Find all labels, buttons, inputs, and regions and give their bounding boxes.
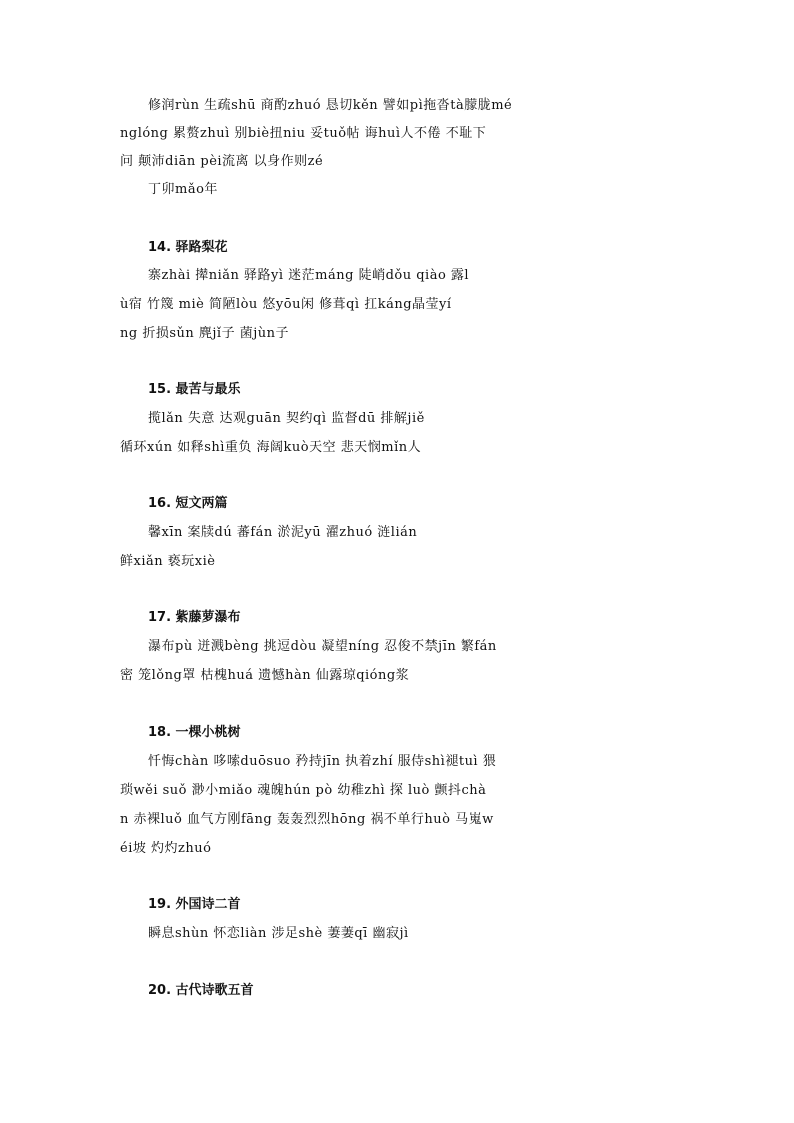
section-18-line: 忏悔chàn 哆嗦duōsuo 矜持jīn 执着zhí 服侍shì褪tuì 猥 [148, 754, 497, 769]
section-title-16: 16. 短文两篇 [148, 496, 228, 511]
intro-line: nglóng 累赘zhuì 别biè扭niu 妥tuǒ帖 诲huì人不倦 不耻下 [120, 126, 487, 141]
section-title-18: 18. 一棵小桃树 [148, 725, 241, 740]
section-title-15: 15. 最苦与最乐 [148, 382, 241, 397]
section-18-line: 琐wěi suǒ 渺小miǎo 魂魄hún pò 幼稚zhì 探 luò 颤抖chà [120, 783, 487, 798]
section-14-line: ù宿 竹篾 miè 简陋lòu 悠yōu闲 修葺qì 扛káng晶莹yí [120, 297, 452, 312]
section-19-line: 瞬息shùn 怀恋liàn 涉足shè 萋萋qī 幽寂jì [148, 926, 409, 941]
intro-line: 丁卯mǎo年 [148, 182, 218, 197]
section-14-line: ng 折损sǔn 麂jǐ子 菌jùn子 [120, 326, 289, 341]
section-15-line: 揽lǎn 失意 达观guān 契约qì 监督dū 排解jiě [148, 411, 425, 426]
section-title-14: 14. 驿路梨花 [148, 240, 228, 255]
section-16-line: 馨xīn 案牍dú 蕃fán 淤泥yū 濯zhuó 涟lián [148, 525, 418, 540]
section-17-line: 瀑布pù 迸溅bèng 挑逗dòu 凝望níng 忍俊不禁jīn 繁fán [148, 639, 497, 654]
section-title-20: 20. 古代诗歌五首 [148, 983, 254, 998]
section-title-17: 17. 紫藤萝瀑布 [148, 610, 241, 625]
section-16-line: 鲜xiǎn 亵玩xiè [120, 554, 216, 569]
section-title-19: 19. 外国诗二首 [148, 897, 241, 912]
section-18-line: n 赤裸luǒ 血气方刚fāng 轰轰烈烈hōng 祸不单行huò 马嵬w [120, 812, 494, 827]
intro-line: 修润rùn 生疏shū 商酌zhuó 恳切kěn 譬如pì拖沓tà朦胧mé [148, 98, 513, 113]
section-18-line: éi坡 灼灼zhuó [120, 841, 212, 856]
intro-line: 问 颠沛diān pèi流离 以身作则zé [120, 154, 324, 169]
section-14-line: 寨zhài 撵niǎn 驿路yì 迷茫máng 陡峭dǒu qiào 露l [148, 268, 470, 283]
section-17-line: 密 笼lǒng罩 枯槐huá 遗憾hàn 仙露琼qióng浆 [120, 668, 410, 683]
section-15-line: 循环xún 如释shì重负 海阔kuò天空 悲天悯mǐn人 [120, 440, 422, 455]
